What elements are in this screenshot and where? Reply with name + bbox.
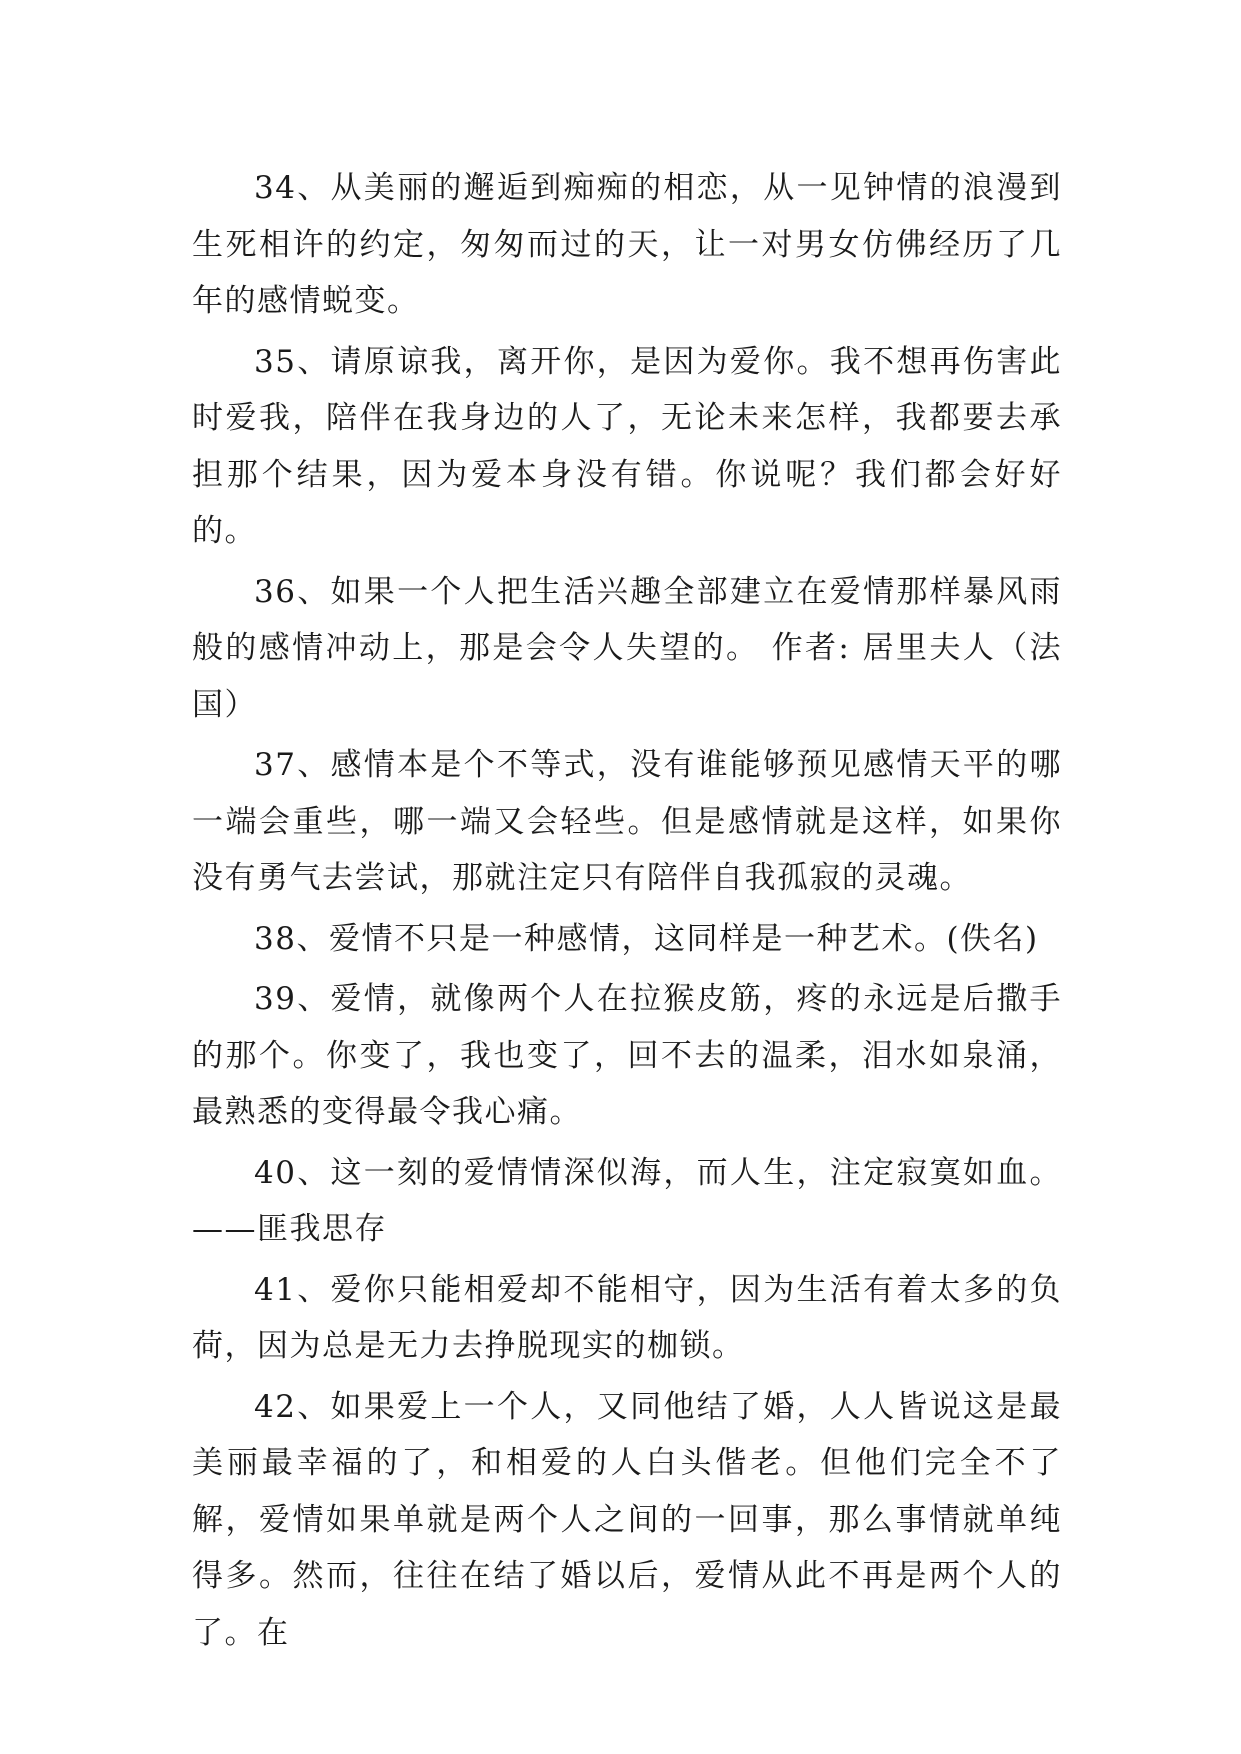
paragraph-37: 37、感情本是个不等式，没有谁能够预见感情天平的哪一端会重些，哪一端又会轻些。但是感情就是这样，如果你没有勇气去尝试，那就注定只有陪伴自我孤寂的灵魂。: [192, 747, 1062, 896]
document-body: [192, 160, 1062, 1665]
paragraph-35: 35、请原谅我，离开你，是因为爱你。我不想再伤害此时爱我，陪伴在我身边的人了，无论未来怎样，我都要去承担那个结果，因为爱本身没有错。你说呢？我们都会好好的。: [192, 343, 1062, 549]
paragraph-34: 34、从美丽的邂逅到痴痴的相恋，从一见钟情的浪漫到生死相许的约定，匆匆而过的天，让一对男女仿佛经历了几年的感情蜕变。: [192, 170, 1062, 319]
paragraph-40: 40、这一刻的爱情情深似海，而人生，注定寂寞如血。——匪我思存: [192, 1154, 1062, 1247]
paragraph-36: 36、如果一个人把生活兴趣全部建立在爱情那样暴风雨般的感情冲动上，那是会令人失望的。 作者: 居里夫人（法国）: [192, 573, 1062, 723]
paragraph-42: 42、如果爱上一个人，又同他结了婚，人人皆说这是最美丽最幸福的了，和相爱的人白头偕老。但他们完全不了解，爱情如果单就是两个人之间的一回事，那么事情就单纯得多。然而，往往在结了婚以后，爱情从此不再是两个人的了。在: [192, 1388, 1062, 1651]
paragraph-38: 38、爱情不只是一种感情，这同样是一种艺术。(佚名): [254, 920, 1039, 957]
paragraph-41: 41、爱你只能相爱却不能相守，因为生活有着太多的负荷，因为总是无力去挣脱现实的枷锁。: [192, 1271, 1062, 1364]
paragraph-39: 39、爱情，就像两个人在拉猴皮筋，疼的永远是后撒手的那个。你变了，我也变了，回不去的温柔，泪水如泉涌，最熟悉的变得最令我心痛。: [192, 981, 1062, 1130]
